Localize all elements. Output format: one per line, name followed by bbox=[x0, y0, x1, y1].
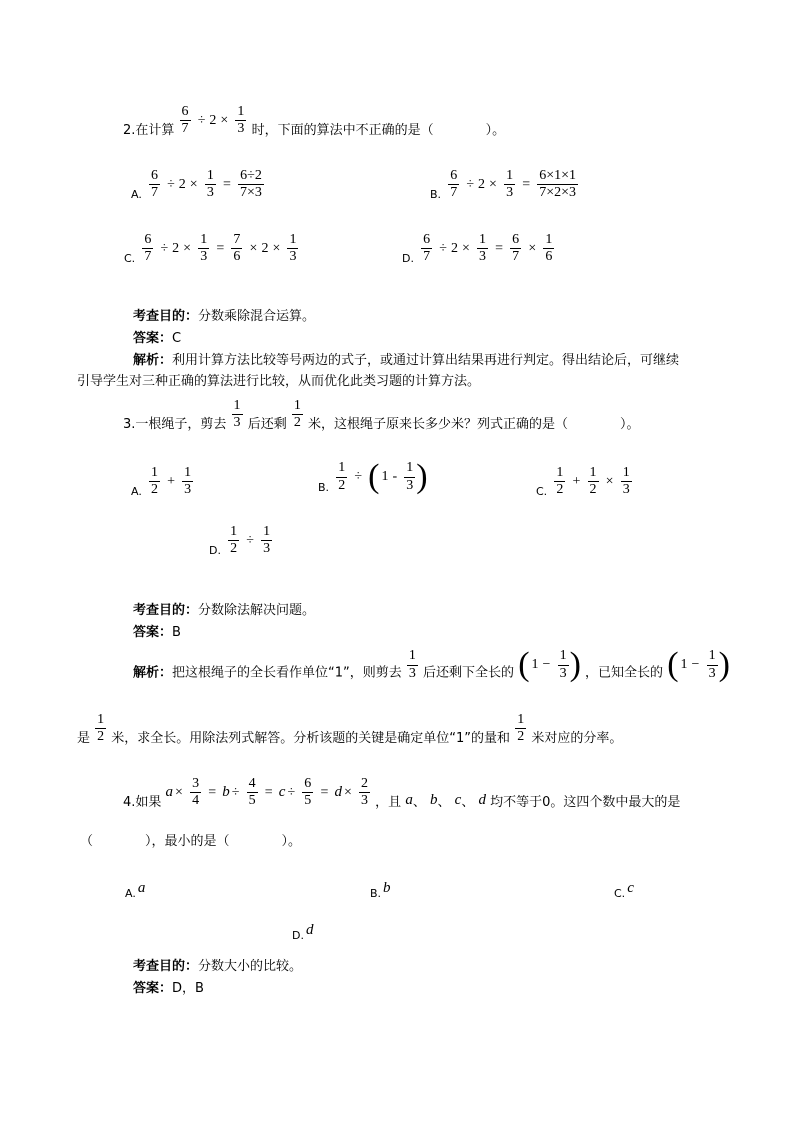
fraction bbox=[235, 104, 246, 137]
fraction-numerator: 1 bbox=[589, 465, 597, 480]
math-symbol: × bbox=[183, 240, 192, 256]
fraction bbox=[554, 465, 565, 498]
option-label: C. bbox=[614, 887, 626, 900]
text: 考查目的： bbox=[133, 959, 199, 974]
text: 、 bbox=[461, 795, 475, 811]
fraction-denominator: 2 bbox=[293, 415, 301, 431]
fraction bbox=[292, 398, 303, 431]
fraction bbox=[228, 524, 239, 557]
fraction-numerator: 1 bbox=[478, 232, 486, 247]
option-label: D. bbox=[402, 252, 414, 266]
math-symbol: = bbox=[264, 784, 273, 800]
q2-option-c[interactable] bbox=[124, 232, 299, 265]
math-symbol: = bbox=[216, 240, 225, 256]
fraction-numerator: 1 bbox=[517, 712, 525, 727]
fraction-denominator: 3 bbox=[289, 249, 297, 265]
fraction-denominator: 3 bbox=[478, 249, 486, 265]
fraction-numerator: 4 bbox=[248, 776, 256, 791]
fraction-denominator: 3 bbox=[708, 665, 716, 681]
q4-stem bbox=[123, 776, 680, 810]
option-label: C. bbox=[536, 485, 548, 499]
fraction-denominator: 2 bbox=[97, 729, 105, 745]
fraction-denominator: 7×2×3 bbox=[539, 185, 577, 201]
fraction-denominator: 7 bbox=[144, 249, 152, 265]
fraction-numerator: 1 bbox=[622, 465, 630, 480]
math-symbol: ÷ bbox=[439, 240, 447, 256]
q2-answer bbox=[133, 327, 181, 346]
fraction bbox=[515, 712, 526, 745]
math-symbol: = bbox=[320, 784, 329, 800]
option-label: B. bbox=[318, 481, 330, 494]
fraction bbox=[558, 648, 569, 681]
text: 3.一根绳子，剪去 bbox=[123, 417, 227, 433]
q2-option-b[interactable] bbox=[430, 168, 579, 201]
text: 答案： bbox=[133, 331, 173, 346]
q2-analysis bbox=[133, 349, 679, 368]
math-symbol: + bbox=[167, 473, 176, 489]
fraction-numerator: 6 bbox=[144, 232, 152, 247]
q2-stem bbox=[123, 104, 505, 138]
math-symbol: × bbox=[461, 240, 470, 256]
text: 考查目的： bbox=[133, 603, 199, 618]
text: 分数除法解决问题。 bbox=[198, 603, 316, 618]
fraction-denominator: 3 bbox=[406, 477, 414, 493]
fraction-denominator: 3 bbox=[184, 482, 192, 498]
fraction-numerator: 6 bbox=[181, 104, 189, 119]
fraction-numerator: 1 bbox=[97, 712, 105, 727]
fraction-numerator: 6 bbox=[423, 232, 431, 247]
variable: d bbox=[305, 922, 314, 938]
option-label: D. bbox=[209, 544, 221, 558]
q3-option-a[interactable] bbox=[131, 465, 194, 498]
math-symbol: × bbox=[272, 240, 281, 256]
fraction-numerator: 6÷2 bbox=[240, 168, 262, 183]
fraction-numerator: 1 bbox=[184, 465, 192, 480]
fraction-denominator: 7 bbox=[150, 185, 158, 201]
text: B bbox=[172, 625, 181, 640]
fraction bbox=[477, 232, 488, 265]
fraction bbox=[261, 524, 272, 557]
text: 利用计算方法比较等号两边的式子，或通过计算出结果再进行判定。得出结论后，可继续 bbox=[172, 353, 680, 368]
math-symbol: × bbox=[605, 473, 614, 489]
fraction-denominator: 2 bbox=[150, 482, 158, 498]
text: 后还剩 bbox=[247, 417, 287, 433]
fraction bbox=[190, 776, 201, 809]
fraction bbox=[707, 648, 718, 681]
fraction-numerator: 1 bbox=[263, 524, 271, 539]
math-symbol: × bbox=[528, 240, 537, 256]
variable: b bbox=[222, 784, 230, 801]
q4-option-b[interactable] bbox=[370, 880, 391, 900]
q3-stem bbox=[123, 398, 640, 432]
parenthesis: ) bbox=[569, 646, 581, 683]
math-symbol: 2 bbox=[172, 240, 180, 256]
fraction bbox=[621, 465, 632, 498]
text: 解析： bbox=[133, 353, 173, 368]
fraction-numerator: 1 bbox=[556, 465, 564, 480]
fraction bbox=[504, 168, 515, 201]
fraction bbox=[537, 168, 578, 201]
text: 米，求全长。用除法列式解答。分析该题的关键是确定单位“1”的量和 bbox=[111, 731, 511, 747]
fraction-numerator: 6 bbox=[512, 232, 520, 247]
q3-analysis-line2 bbox=[77, 712, 622, 746]
variable: b bbox=[383, 880, 391, 896]
text: 米，这根绳子原来长多少米？列式正确的是（ ）。 bbox=[307, 417, 640, 433]
q3-answer bbox=[133, 621, 181, 640]
fraction-numerator: 1 bbox=[708, 648, 716, 664]
fraction-numerator: 1 bbox=[506, 168, 514, 183]
fraction-numerator: 1 bbox=[206, 168, 214, 183]
fraction-numerator: 1 bbox=[293, 398, 301, 413]
text: 考查目的： bbox=[133, 309, 199, 324]
q4-answer bbox=[133, 977, 204, 996]
math-symbol: × bbox=[343, 784, 352, 800]
math-symbol: 1 bbox=[381, 469, 389, 484]
variable: a bbox=[137, 880, 146, 896]
fraction-numerator: 1 bbox=[408, 648, 416, 664]
option-label: A. bbox=[131, 188, 142, 202]
text: 米对应的分率。 bbox=[531, 731, 623, 747]
fraction-numerator: 6 bbox=[150, 168, 158, 183]
fraction-denominator: 3 bbox=[237, 121, 245, 137]
math-symbol: 2 bbox=[478, 176, 486, 192]
math-symbol: 1 bbox=[680, 657, 688, 672]
variable: c bbox=[627, 880, 634, 896]
parenthesis: ( bbox=[518, 646, 530, 683]
fraction-denominator: 7×3 bbox=[240, 185, 262, 201]
math-symbol: 2 bbox=[178, 176, 186, 192]
fraction-numerator: 1 bbox=[545, 232, 553, 247]
math-symbol: = bbox=[222, 176, 231, 192]
variable: a bbox=[165, 784, 174, 801]
fraction bbox=[302, 776, 313, 809]
math-symbol: × bbox=[175, 784, 183, 800]
q4-stem-line2: （ ），最小的是（ ）。 bbox=[80, 834, 302, 849]
text: ，且 bbox=[375, 795, 402, 811]
q2-suffix: 时，下面的算法中不正确的是（ ）。 bbox=[251, 123, 506, 139]
fraction bbox=[407, 648, 418, 681]
fraction bbox=[510, 232, 521, 265]
math-symbol: = bbox=[522, 176, 531, 192]
option-label: B. bbox=[370, 887, 382, 900]
text: 分数乘除混合运算。 bbox=[198, 309, 316, 324]
option-label: A. bbox=[131, 485, 142, 499]
q3-option-c[interactable] bbox=[536, 465, 633, 498]
fraction-numerator: 1 bbox=[338, 460, 346, 476]
q3-option-b[interactable] bbox=[318, 460, 428, 494]
text: 4.如果 bbox=[123, 795, 162, 811]
fraction-numerator: 2 bbox=[361, 776, 369, 791]
variable: d bbox=[334, 784, 342, 801]
fraction-numerator: 1 bbox=[237, 104, 245, 119]
text: 是 bbox=[77, 731, 91, 747]
fraction-denominator: 5 bbox=[304, 793, 312, 809]
fraction-numerator: 6 bbox=[304, 776, 312, 791]
fraction bbox=[543, 232, 554, 265]
math-symbol: = bbox=[495, 240, 504, 256]
text: 把这根绳子的全长看作单位“1”，则剪去 bbox=[172, 665, 402, 681]
fraction-denominator: 7 bbox=[512, 249, 520, 265]
fraction-denominator: 3 bbox=[206, 185, 214, 201]
math-symbol: ÷ bbox=[287, 784, 296, 800]
math-symbol: 2 bbox=[261, 240, 269, 256]
fraction-denominator: 7 bbox=[423, 249, 431, 265]
fraction bbox=[182, 465, 193, 498]
q3-analysis bbox=[133, 648, 730, 682]
fraction bbox=[238, 168, 264, 201]
fraction-numerator: 1 bbox=[230, 524, 238, 539]
fraction-numerator: 7 bbox=[233, 232, 241, 247]
fraction-denominator: 5 bbox=[248, 793, 256, 809]
parenthesis: ( bbox=[667, 646, 679, 683]
option-label: B. bbox=[430, 188, 442, 202]
fraction-denominator: 3 bbox=[408, 665, 416, 681]
text: 、 bbox=[412, 795, 426, 811]
math-symbol: 2 bbox=[209, 112, 217, 128]
fraction bbox=[404, 460, 415, 493]
variable: a bbox=[405, 792, 413, 809]
parenthesis: ( bbox=[368, 458, 380, 495]
fraction-numerator: 1 bbox=[406, 460, 414, 476]
q2-purpose bbox=[133, 305, 315, 324]
math-symbol: ÷ bbox=[231, 784, 240, 800]
fraction-numerator: 1 bbox=[559, 648, 567, 664]
q2-option-a[interactable] bbox=[131, 168, 265, 201]
option-label: D. bbox=[292, 929, 304, 942]
fraction bbox=[247, 776, 258, 809]
fraction bbox=[287, 232, 298, 265]
math-symbol: - bbox=[392, 469, 398, 484]
fraction bbox=[359, 776, 370, 809]
fraction-denominator: 2 bbox=[338, 477, 346, 493]
option-label: A. bbox=[125, 887, 136, 900]
q3-purpose bbox=[133, 599, 315, 618]
fraction bbox=[448, 168, 459, 201]
fraction-numerator: 1 bbox=[289, 232, 297, 247]
text: 、 bbox=[437, 795, 451, 811]
parenthesis: ) bbox=[416, 458, 428, 495]
option-label: C. bbox=[124, 252, 136, 266]
math-symbol: + bbox=[572, 473, 581, 489]
fraction-denominator: 3 bbox=[200, 249, 208, 265]
fraction bbox=[232, 398, 243, 431]
fraction-denominator: 7 bbox=[181, 121, 189, 137]
variable: c bbox=[278, 784, 286, 801]
text: ，已知全长的 bbox=[585, 665, 664, 681]
fraction-numerator: 1 bbox=[150, 465, 158, 480]
fraction bbox=[95, 712, 106, 745]
fraction-numerator: 3 bbox=[192, 776, 200, 791]
text: D，B bbox=[172, 981, 204, 996]
fraction-denominator: 6 bbox=[545, 249, 553, 265]
q2-option-d[interactable] bbox=[402, 232, 555, 265]
math-symbol: ÷ bbox=[246, 532, 254, 548]
math-symbol: ÷ bbox=[466, 176, 475, 192]
q4-option-c[interactable] bbox=[614, 880, 634, 900]
fraction-denominator: 3 bbox=[361, 793, 369, 809]
fraction bbox=[421, 232, 432, 265]
parenthesis: ) bbox=[718, 646, 730, 683]
text: 解析： bbox=[133, 665, 173, 681]
fraction bbox=[336, 460, 347, 493]
math-symbol: ÷ bbox=[197, 112, 206, 128]
math-symbol: ÷ bbox=[160, 240, 169, 256]
fraction bbox=[149, 465, 160, 498]
fraction-denominator: 3 bbox=[559, 665, 567, 681]
math-symbol: 1 bbox=[531, 657, 539, 672]
q2-prefix: 2.在计算 bbox=[123, 123, 175, 139]
text: 后还剩下全长的 bbox=[423, 665, 515, 681]
fraction bbox=[198, 232, 209, 265]
math-symbol: × bbox=[249, 240, 258, 256]
q3-option-d[interactable] bbox=[209, 524, 273, 557]
fraction-numerator: 6×1×1 bbox=[539, 168, 577, 183]
text: 答案： bbox=[133, 625, 173, 640]
math-symbol: 2 bbox=[450, 240, 458, 256]
fraction-numerator: 1 bbox=[200, 232, 208, 247]
text: C bbox=[172, 331, 182, 346]
fraction-denominator: 2 bbox=[230, 541, 238, 557]
text: 分数大小的比较。 bbox=[198, 959, 303, 974]
fraction-denominator: 3 bbox=[263, 541, 271, 557]
variable: b bbox=[429, 792, 438, 809]
math-symbol: × bbox=[489, 176, 497, 192]
fraction-numerator: 1 bbox=[233, 398, 241, 413]
fraction-denominator: 3 bbox=[506, 185, 514, 201]
q4-option-a[interactable] bbox=[125, 880, 145, 900]
variable: d bbox=[478, 792, 486, 809]
math-symbol: × bbox=[189, 176, 198, 192]
fraction bbox=[149, 168, 160, 201]
fraction-denominator: 2 bbox=[589, 482, 597, 498]
fraction-denominator: 3 bbox=[233, 415, 241, 431]
fraction-denominator: 4 bbox=[192, 793, 200, 809]
math-symbol: ÷ bbox=[167, 176, 175, 192]
fraction bbox=[588, 465, 599, 498]
fraction-denominator: 6 bbox=[233, 249, 241, 265]
math-symbol: ÷ bbox=[354, 469, 363, 484]
fraction bbox=[142, 232, 153, 265]
q4-option-d[interactable] bbox=[292, 922, 313, 942]
fraction-denominator: 2 bbox=[556, 482, 564, 498]
fraction bbox=[231, 232, 242, 265]
q4-purpose bbox=[133, 955, 302, 974]
fraction bbox=[205, 168, 216, 201]
fraction bbox=[180, 104, 191, 137]
text: 均不等于0。这四个数中最大的是 bbox=[490, 795, 681, 811]
variable: c bbox=[454, 792, 462, 809]
fraction-denominator: 3 bbox=[622, 482, 630, 498]
text: 答案： bbox=[133, 981, 173, 996]
q2-analysis-line2: 引导学生对三种正确的算法进行比较，从而优化此类习题的计算方法。 bbox=[77, 374, 481, 389]
math-symbol: − bbox=[542, 657, 551, 672]
math-symbol: × bbox=[220, 112, 229, 128]
fraction-denominator: 2 bbox=[517, 729, 525, 745]
fraction-numerator: 6 bbox=[450, 168, 458, 183]
fraction-denominator: 7 bbox=[450, 185, 458, 201]
math-symbol: = bbox=[208, 784, 217, 800]
math-symbol: − bbox=[691, 657, 700, 672]
